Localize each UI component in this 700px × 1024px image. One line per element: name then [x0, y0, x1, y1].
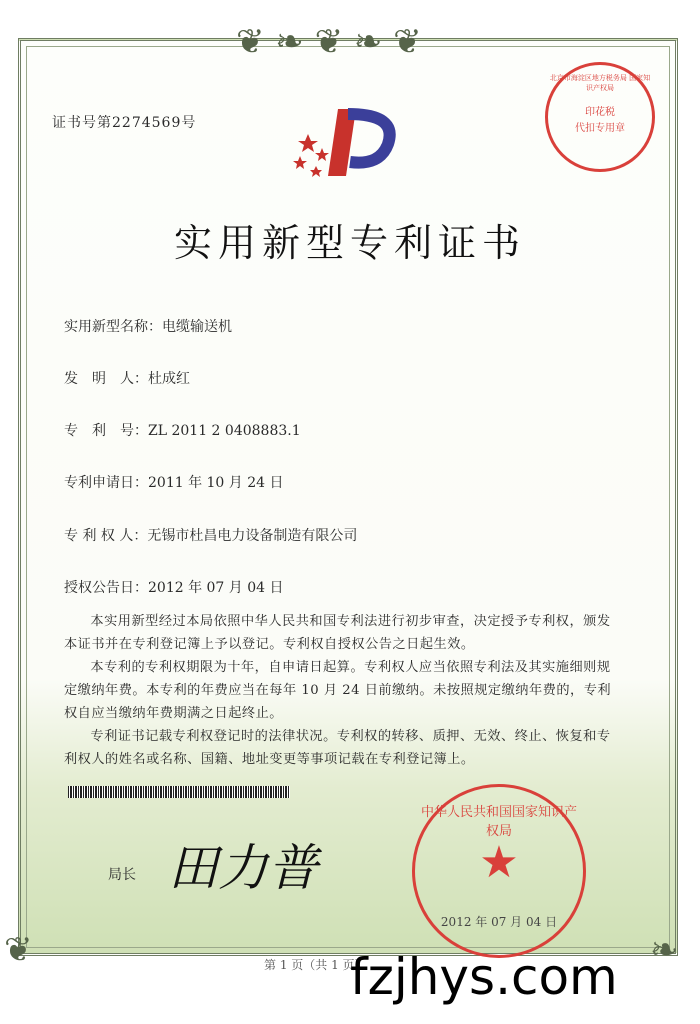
- stamp-center-text: 代扣专用章: [575, 123, 625, 134]
- tax-stamp: [545, 62, 655, 172]
- watermark: fzjhys.com: [350, 948, 618, 1006]
- field-value: 2012 年 07 月 04 日: [148, 580, 284, 596]
- field-value: 杜成红: [148, 371, 190, 387]
- field-value: 无锡市杜昌电力设备制造有限公司: [147, 528, 358, 544]
- seal-date: 2012 年 07 月 04 日: [440, 915, 558, 929]
- field-patentee: [64, 525, 357, 545]
- director-signature: 田力普: [168, 839, 318, 897]
- field-label: 专利申请日：: [64, 475, 148, 491]
- director-label: 局长: [108, 867, 136, 883]
- certificate-body: [64, 610, 616, 771]
- body-paragraph: 本实用新型经过本局依照中华人民共和国专利法进行初步审查，决定授予专利权，颁发本证书并在专利登记簿上予以登记。专利权自授权公告之日起生效。: [64, 614, 611, 652]
- stamp-ring-text: 北京市海淀区地方税务局 国家知识产权局: [549, 74, 651, 92]
- seal-ring-text: 中华人民共和国国家知识产权局: [420, 805, 577, 839]
- field-label: 专 利 权 人：: [64, 528, 148, 544]
- page-footer: 第 1 页（共 1 页）: [264, 958, 367, 972]
- field-utility-name: [64, 316, 232, 336]
- field-value: ZL 2011 2 0408883.1: [148, 423, 301, 439]
- field-value: 电缆输送机: [162, 319, 232, 335]
- patent-office-logo-icon: [288, 104, 398, 184]
- certificate-number: 证书号第2274569号: [52, 115, 197, 131]
- field-label: 专 利 号：: [64, 423, 148, 439]
- field-inventor: [64, 368, 190, 388]
- body-paragraph: 本专利的专利权期限为十年，自申请日起算。专利权人应当依照专利法及其实施细则规定缴纳年费。本专利的年费应当在每年 10 月 24 日前缴纳。未按照规定缴纳年费的，专利权自应当缴纳年费期满之日起终止。: [64, 660, 612, 721]
- body-paragraph: 专利证书记载专利权登记时的法律状况。专利权的转移、质押、无效、终止、恢复和专利权人的姓名或名称、国籍、地址变更等事项记载在专利登记簿上。: [64, 729, 611, 767]
- field-label: 实用新型名称：: [64, 319, 162, 335]
- barcode: [68, 786, 290, 798]
- top-ornament-icon: ❦ ❧ ❦ ❧ ❦: [236, 22, 422, 62]
- national-emblem-icon: ★: [479, 837, 519, 888]
- field-application-date: [64, 472, 284, 492]
- field-value: 2011 年 10 月 24 日: [148, 475, 284, 491]
- field-label: 授权公告日：: [64, 580, 148, 596]
- page-title: 实用新型专利证书: [173, 221, 526, 265]
- field-label: 发 明 人：: [64, 371, 148, 387]
- corner-ornament-icon: ❦: [4, 930, 33, 970]
- field-grant-date: [64, 577, 284, 597]
- office-seal: [412, 784, 586, 958]
- stamp-center-text: 印花税: [585, 107, 615, 118]
- field-patent-number: [64, 420, 301, 440]
- corner-ornament-icon: ❧: [650, 930, 679, 970]
